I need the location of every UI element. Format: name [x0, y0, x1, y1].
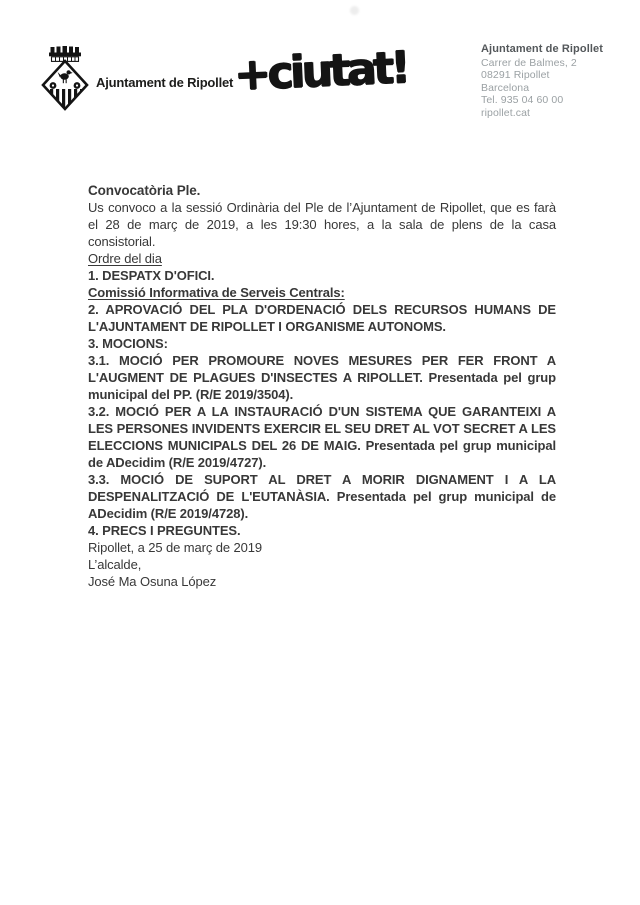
- address-province: Barcelona: [481, 81, 530, 94]
- agenda-item-3-1: 3.1. MOCIÓ PER PROMOURE NOVES MESURES PER FER FRONT A L'AUGMENT DE PLAGUES D'INSECTES A RIPOLLET. Presentada pel grup municipal del PP. (R/E 2019/3504).: [88, 353, 556, 402]
- place-date-line: Ripollet, a 25 de març de 2019: [88, 540, 263, 555]
- signature-role: L’alcalde,: [88, 557, 142, 572]
- ripollet-coat-of-arms-icon: [39, 42, 92, 111]
- convocation-paragraph: Us convoco a la sessió Ordinària del Ple de l’Ajuntament de Ripollet, que es farà el 28 de març de 2019, a les 19:30 hores, a la sala de plens de la casa consistorial.: [88, 200, 556, 249]
- address-phone: Tel. 935 04 60 00: [481, 94, 564, 107]
- address-website: ripollet.cat: [481, 106, 531, 119]
- letterhead-address-block: [481, 43, 611, 120]
- signature-name: José Ma Osuna López: [88, 574, 217, 589]
- agenda-item-3-2: 3.2. MOCIÓ PER A LA INSTAURACIÓ D'UN SISTEMA QUE GARANTEIXI A LES PERSONES INVIDENTS EXERCIR EL SEU DRET AL VOT SECRET A LES ELECCIONS MUNICIPALS DEL 26 DE MAIG. Presentada pel grup municipal de ADecidim (R/E 2019/4727).: [88, 404, 556, 470]
- agenda-item-3-3: 3.3. MOCIÓ DE SUPORT AL DRET A MORIR DIGNAMENT I A LA DESPENALITZACIÓ DE L'EUTANÀSIA. Presentada pel grup municipal de ADecidim (R/E 2019/4728).: [88, 472, 556, 521]
- document-title: Convocatòria Ple.: [88, 183, 201, 198]
- agenda-item-2: 2. APROVACIÓ DEL PLA D'ORDENACIÓ DELS RECURSOS HUMANS DE L'AJUNTAMENT DE RIPOLLET I ORGANISME AUTONOMS.: [88, 302, 556, 334]
- committee-heading: Comissió Informativa de Serveis Centrals:: [88, 285, 345, 300]
- ciutat-logo: +ciutat!: [232, 42, 409, 101]
- address-title: Ajuntament de Ripollet: [481, 43, 603, 55]
- scan-smudge: [350, 6, 359, 15]
- agenda-item-1: 1. DESPATX D'OFICI.: [88, 268, 215, 283]
- document-body: [88, 182, 556, 590]
- address-postal-city: 08291 Ripollet: [481, 69, 550, 82]
- agenda-heading: Ordre del dia: [88, 251, 162, 266]
- agenda-item-3: 3. MOCIONS:: [88, 336, 168, 351]
- agenda-item-4: 4. PRECS I PREGUNTES.: [88, 523, 241, 538]
- address-street: Carrer de Balmes, 2: [481, 56, 577, 69]
- municipality-brand-name: Ajuntament de Ripollet: [96, 75, 234, 90]
